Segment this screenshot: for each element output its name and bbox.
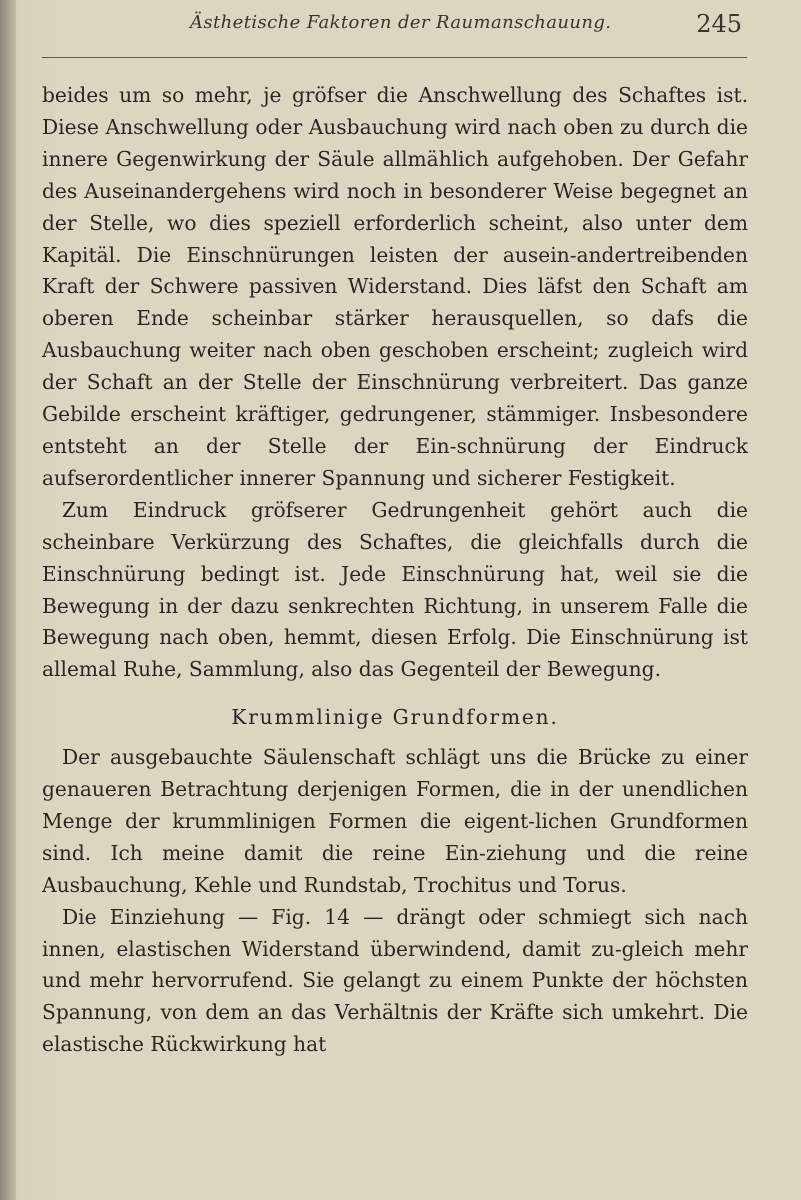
paragraph-1: beides um so mehr, je gröfser die Anschwellung des Schaftes ist. Diese Anschwellung oder Ausbauchung wird nach oben zu durch die innere Gegenwirkung der Säule allmählich aufgehoben. Der Gefahr des Auseinandergehens wird noch in besonderer Weise begegnet an der Stelle, wo dies speziell erforderlich scheint, also unter dem Kapitäl. Die Einschnürungen leisten der ausein-andertreibenden Kraft der Schwere passiven Widerstand. Dies läfst den Schaft am oberen Ende scheinbar stärker herausquellen, so dafs die Ausbauchung weiter nach oben geschoben erscheint; zugleich wird der Schaft an der Stelle der Einschnürung verbreitert. Das ganze Gebilde erscheint kräftiger, gedrungener, stämmiger. Insbesondere entsteht an der Stelle der Ein-schnürung der Eindruck aufserordentlicher innerer Spannung und sicherer Festigkeit. bbox=[42, 83, 748, 490]
running-title: Ästhetische Faktoren der Raumanschauung. bbox=[190, 12, 612, 33]
paragraph-4: Die Einziehung — Fig. 14 — drängt oder schmiegt sich nach innen, elastischen Widerstand überwindend, damit zu-gleich mehr und mehr hervorrufend. Sie gelangt zu einem Punkte der höchsten Spannung, von dem an das Verhältnis der Kräfte sich umkehrt. Die elastische Rückwirkung hat bbox=[42, 904, 748, 1057]
book-spine-edge bbox=[0, 0, 16, 1200]
paragraph-2: Zum Eindruck gröfserer Gedrungenheit gehört auch die scheinbare Verkürzung des Schaftes, die gleichfalls durch die Einschnürung bedingt ist. Jede Einschnürung hat, weil sie die Bewegung in der dazu senkrechten Richtung, in unserem Falle die Bewegung nach oben, hemmt, diesen Erfolg. Die Einschnürung ist allemal Ruhe, Sammlung, also das Gegenteil der Bewegung. bbox=[42, 497, 748, 682]
section-heading: Krummlinige Grundformen. bbox=[231, 705, 559, 730]
header-rule bbox=[42, 57, 747, 58]
paragraph-3: Der ausgebauchte Säulenschaft schlägt uns die Brücke zu einer genaueren Betrachtung derjenigen Formen, die in der unendlichen Menge der krummlinigen Formen die eigent-lichen Grundformen sind. Ich meine damit die reine Ein-ziehung und die reine Ausbauchung, Kehle und Rundstab, Trochitus und Torus. bbox=[42, 745, 748, 897]
page-header bbox=[40, 4, 760, 44]
page-number: 245 bbox=[696, 10, 742, 38]
body-text bbox=[42, 80, 748, 1061]
